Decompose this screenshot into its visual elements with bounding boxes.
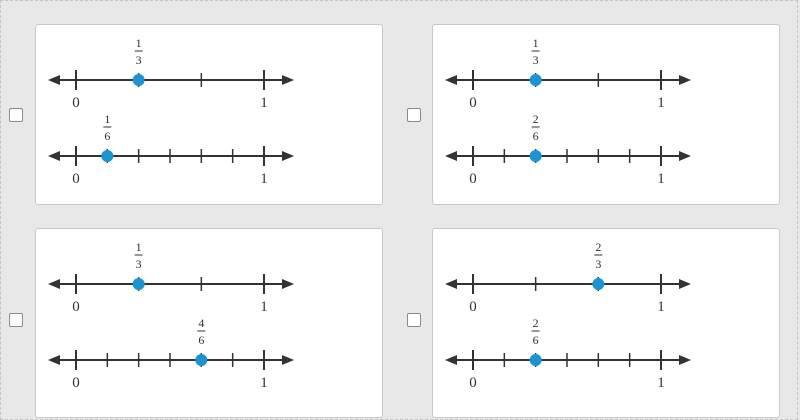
tick-label-0: 0 bbox=[72, 375, 80, 391]
option-4-card[interactable] bbox=[432, 228, 780, 418]
fraction-numerator: 1 bbox=[104, 112, 111, 126]
fraction-label bbox=[532, 316, 540, 347]
arrow-left-icon bbox=[48, 279, 60, 289]
fraction-denominator: 6 bbox=[532, 333, 539, 347]
arrow-left-icon bbox=[48, 151, 60, 161]
arrow-right-icon bbox=[679, 355, 691, 365]
plotted-point bbox=[195, 354, 207, 366]
fraction-label bbox=[135, 36, 143, 67]
option-3-card[interactable] bbox=[35, 228, 383, 418]
fraction-numerator: 1 bbox=[532, 36, 539, 50]
tick-label-0: 0 bbox=[72, 171, 80, 187]
arrow-right-icon bbox=[282, 151, 294, 161]
arrow-right-icon bbox=[282, 355, 294, 365]
arrow-right-icon bbox=[679, 279, 691, 289]
fraction-numerator: 4 bbox=[198, 316, 205, 330]
tick-label-1: 1 bbox=[260, 299, 268, 315]
fraction-denominator: 3 bbox=[135, 257, 142, 271]
plotted-point bbox=[133, 278, 145, 290]
plotted-point bbox=[530, 354, 542, 366]
tick-label-1: 1 bbox=[657, 375, 665, 391]
plotted-point bbox=[101, 150, 113, 162]
fraction-denominator: 6 bbox=[198, 333, 205, 347]
arrow-left-icon bbox=[445, 355, 457, 365]
fraction-numerator: 1 bbox=[135, 240, 142, 254]
number-lines bbox=[433, 25, 781, 215]
option-2-checkbox[interactable] bbox=[407, 108, 421, 122]
tick-label-0: 0 bbox=[72, 299, 80, 315]
fraction-label bbox=[532, 112, 540, 143]
number-line bbox=[48, 274, 294, 294]
number-line bbox=[445, 70, 691, 90]
tick-label-1: 1 bbox=[260, 95, 268, 111]
plotted-point bbox=[592, 278, 604, 290]
arrow-left-icon bbox=[445, 75, 457, 85]
arrow-right-icon bbox=[282, 75, 294, 85]
plotted-point bbox=[530, 150, 542, 162]
plotted-point bbox=[530, 74, 542, 86]
number-line bbox=[48, 350, 294, 370]
fraction-denominator: 3 bbox=[595, 257, 602, 271]
arrow-left-icon bbox=[445, 151, 457, 161]
fraction-label bbox=[103, 112, 111, 143]
option-1-card[interactable] bbox=[35, 24, 383, 205]
fraction-label bbox=[594, 240, 602, 271]
number-line bbox=[445, 350, 691, 370]
arrow-left-icon bbox=[48, 355, 60, 365]
tick-label-1: 1 bbox=[657, 95, 665, 111]
option-1-checkbox[interactable] bbox=[9, 108, 23, 122]
number-lines bbox=[36, 229, 384, 419]
fraction-label bbox=[532, 36, 540, 67]
tick-label-0: 0 bbox=[72, 95, 80, 111]
fraction-numerator: 2 bbox=[532, 112, 539, 126]
fraction-denominator: 6 bbox=[532, 129, 539, 143]
tick-label-0: 0 bbox=[469, 375, 477, 391]
tick-label-0: 0 bbox=[469, 299, 477, 315]
number-line bbox=[445, 146, 691, 166]
tick-label-1: 1 bbox=[657, 299, 665, 315]
arrow-right-icon bbox=[679, 75, 691, 85]
option-2-card[interactable] bbox=[432, 24, 780, 205]
number-line bbox=[445, 274, 691, 294]
arrow-right-icon bbox=[679, 151, 691, 161]
option-3-checkbox[interactable] bbox=[9, 313, 23, 327]
tick-label-1: 1 bbox=[260, 171, 268, 187]
tick-label-0: 0 bbox=[469, 95, 477, 111]
fraction-numerator: 2 bbox=[595, 240, 602, 254]
fraction-denominator: 3 bbox=[532, 53, 539, 67]
tick-label-1: 1 bbox=[657, 171, 665, 187]
fraction-numerator: 2 bbox=[532, 316, 539, 330]
fraction-label bbox=[135, 240, 143, 271]
fraction-numerator: 1 bbox=[135, 36, 142, 50]
tick-label-0: 0 bbox=[469, 171, 477, 187]
number-lines bbox=[433, 229, 781, 419]
arrow-left-icon bbox=[445, 279, 457, 289]
plotted-point bbox=[133, 74, 145, 86]
fraction-denominator: 6 bbox=[104, 129, 111, 143]
option-4-checkbox[interactable] bbox=[407, 313, 421, 327]
arrow-right-icon bbox=[282, 279, 294, 289]
fraction-label bbox=[197, 316, 205, 347]
arrow-left-icon bbox=[48, 75, 60, 85]
fraction-denominator: 3 bbox=[135, 53, 142, 67]
number-line bbox=[48, 70, 294, 90]
tick-label-1: 1 bbox=[260, 375, 268, 391]
number-lines bbox=[36, 25, 384, 215]
number-line bbox=[48, 146, 294, 166]
